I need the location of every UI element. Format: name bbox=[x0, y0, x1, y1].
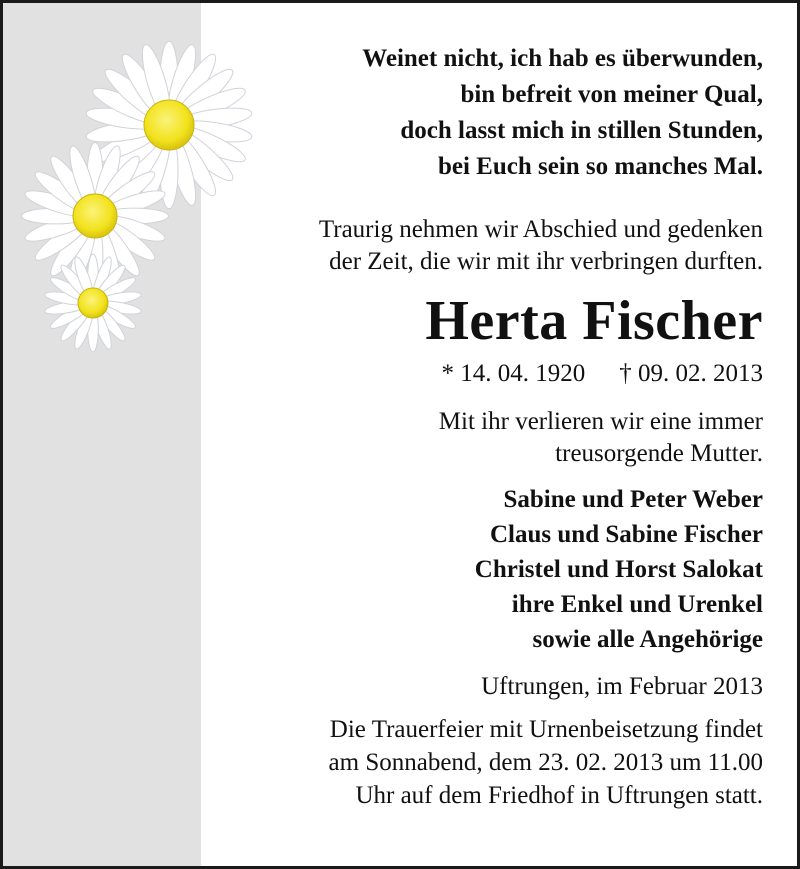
poem-line: Weinet nicht, ich hab es überwunden, bbox=[362, 45, 763, 72]
notice-content bbox=[208, 41, 763, 812]
funeral-service-info bbox=[208, 713, 763, 812]
life-dates bbox=[208, 358, 763, 390]
mourner-line: Claus und Sabine Fischer bbox=[490, 521, 763, 548]
place-date: Uftrungen, im Februar 2013 bbox=[481, 673, 763, 700]
intro-line: Traurig nehmen wir Abschied und gedenken bbox=[318, 216, 763, 243]
poem-line: bin befreit von meiner Qual, bbox=[460, 81, 763, 108]
tribute-line: Mit ihr verlieren wir eine immer bbox=[438, 408, 763, 435]
poem-line: doch lasst mich in stillen Stunden, bbox=[400, 117, 763, 144]
service-line: Uhr auf dem Friedhof in Uftrungen statt. bbox=[355, 782, 763, 809]
poem bbox=[208, 41, 763, 185]
mourner-line: Sabine und Peter Weber bbox=[503, 486, 763, 513]
poem-line: bei Euch sein so manches Mal. bbox=[437, 153, 763, 180]
mourner-line: sowie alle Angehörige bbox=[532, 626, 763, 653]
service-line: am Sonnabend, dem 23. 02. 2013 um 11.00 bbox=[328, 749, 763, 776]
tribute-line: treusorgende Mutter. bbox=[555, 440, 763, 467]
service-line: Die Trauerfeier mit Urnenbeisetzung findet bbox=[329, 716, 763, 743]
mourners-list bbox=[208, 482, 763, 657]
intro-line: der Zeit, die wir mit ihr verbringen durften. bbox=[329, 248, 763, 275]
death-date: † 09. 02. 2013 bbox=[619, 360, 763, 387]
mourner-line: ihre Enkel und Urenkel bbox=[511, 591, 763, 618]
farewell-intro bbox=[208, 214, 763, 278]
mourner-line: Christel und Horst Salokat bbox=[474, 556, 763, 583]
tribute-text bbox=[208, 406, 763, 470]
birth-date: * 14. 04. 1920 bbox=[441, 360, 586, 387]
deceased-name: Herta Fischer bbox=[425, 290, 763, 352]
